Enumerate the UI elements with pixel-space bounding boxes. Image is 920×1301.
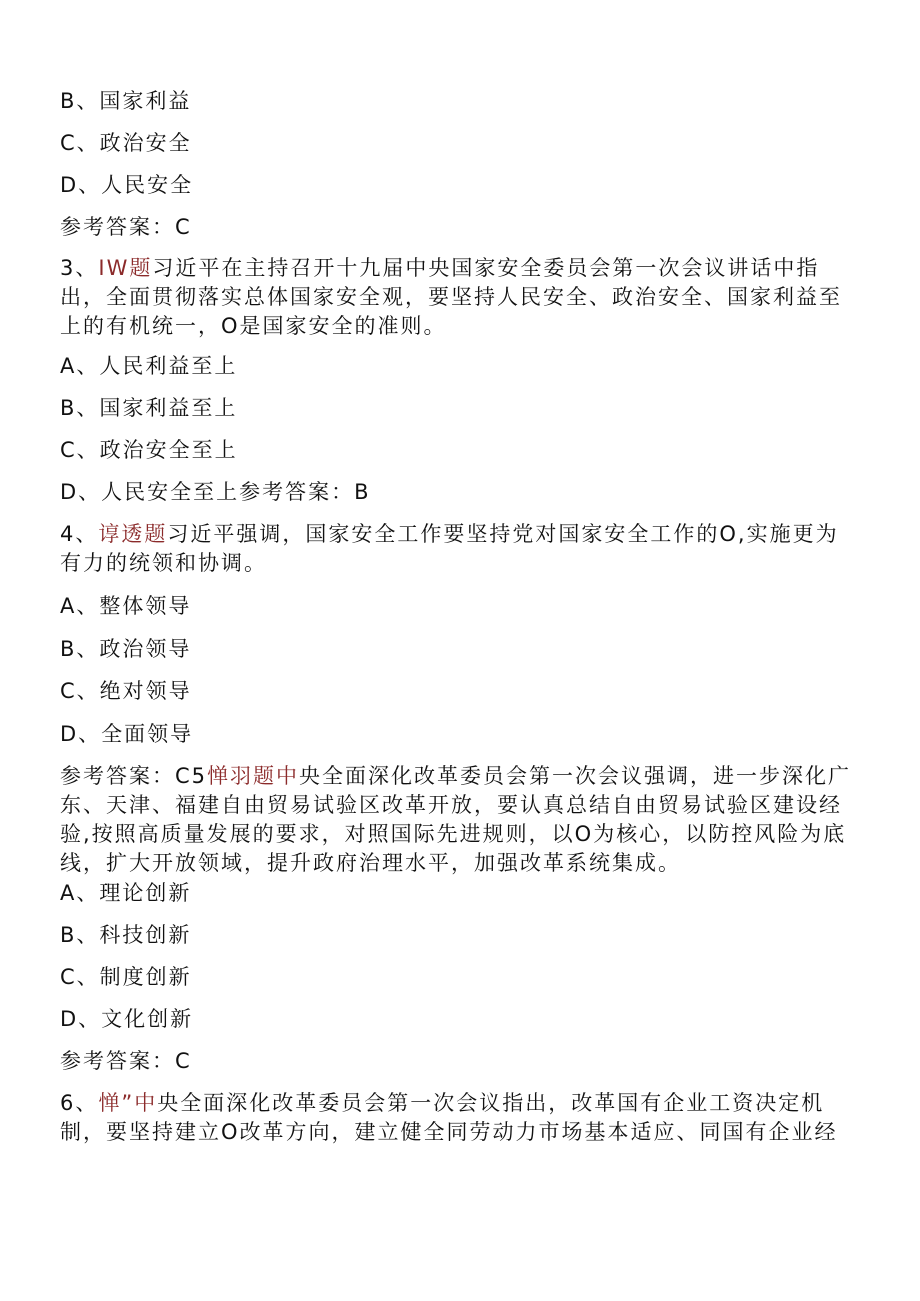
q4-stem: 习近平强调，国家安全工作要坚持党对国家安全工作的O,实施更为有力的统领和协调。 (60, 522, 839, 575)
q4-option-a: A、整体领导 (60, 594, 192, 618)
q2-answer: 参考答案：C (60, 215, 192, 239)
q4-number: 4、 (60, 522, 99, 546)
q2-option-b: B、国家利益 (60, 89, 192, 113)
q3-number: 3、 (60, 256, 99, 280)
q5-answer: 参考答案：C (60, 1049, 192, 1073)
q5-stem: 央全面深化改革委员会第一次会议强调，进一步深化广东、天津、福建自由贸易试验区改革开放，要认真总结自由贸易试验区建设经验,按照高质量发展的要求，对照国际先进规则，以O为核心，以防控风险为底线，扩大开放领域，提升政府治理水平，加强改革系统集成。 (60, 764, 852, 875)
q6-question (60, 1089, 852, 1147)
q6-stem: 央全面深化改革委员会第一次会议指出，改革国有企业工资决定机制，要坚持建立O改革方向，建立健全同劳动力市场基本适应、同国有企业经 (60, 1091, 838, 1144)
q6-number: 6、 (60, 1091, 99, 1115)
q3-option-b: B、国家利益至上 (60, 396, 238, 420)
q5-prefix: 参考答案：C5 (60, 764, 208, 788)
q3-stem: 习近平在主持召开十九届中央国家安全委员会第一次会议讲话中指出，全面贯彻落实总体国家安全观，要坚持人民安全、政治安全、国家利益至上的有机统一，O是国家安全的准则。 (60, 256, 842, 338)
q5-type-label: 惮羽题中 (207, 764, 300, 788)
q6-type-label: 惮”中 (98, 1091, 158, 1115)
q2-option-d: D、人民安全 (60, 173, 194, 197)
q3-type-label: IW题 (98, 256, 153, 280)
q4-option-b: B、政治领导 (60, 637, 192, 661)
q2-option-c: C、政治安全 (60, 131, 192, 155)
q5-option-b: B、科技创新 (60, 923, 192, 947)
q3-option-c: C、政治安全至上 (60, 438, 238, 462)
q4-type-label: 谆透题 (98, 522, 168, 546)
q5-option-d: D、文化创新 (60, 1007, 194, 1031)
q4-option-c: C、绝对领导 (60, 679, 192, 703)
q5-option-a: A、理论创新 (60, 881, 192, 905)
q5-option-c: C、制度创新 (60, 965, 192, 989)
q4-question (60, 520, 852, 578)
q5-question (60, 762, 852, 878)
q3-question (60, 254, 852, 341)
q4-option-d: D、全面领导 (60, 722, 194, 746)
q3-option-d-answer: D、人民安全至上参考答案：B (60, 480, 371, 504)
q3-option-a: A、人民利益至上 (60, 354, 238, 378)
